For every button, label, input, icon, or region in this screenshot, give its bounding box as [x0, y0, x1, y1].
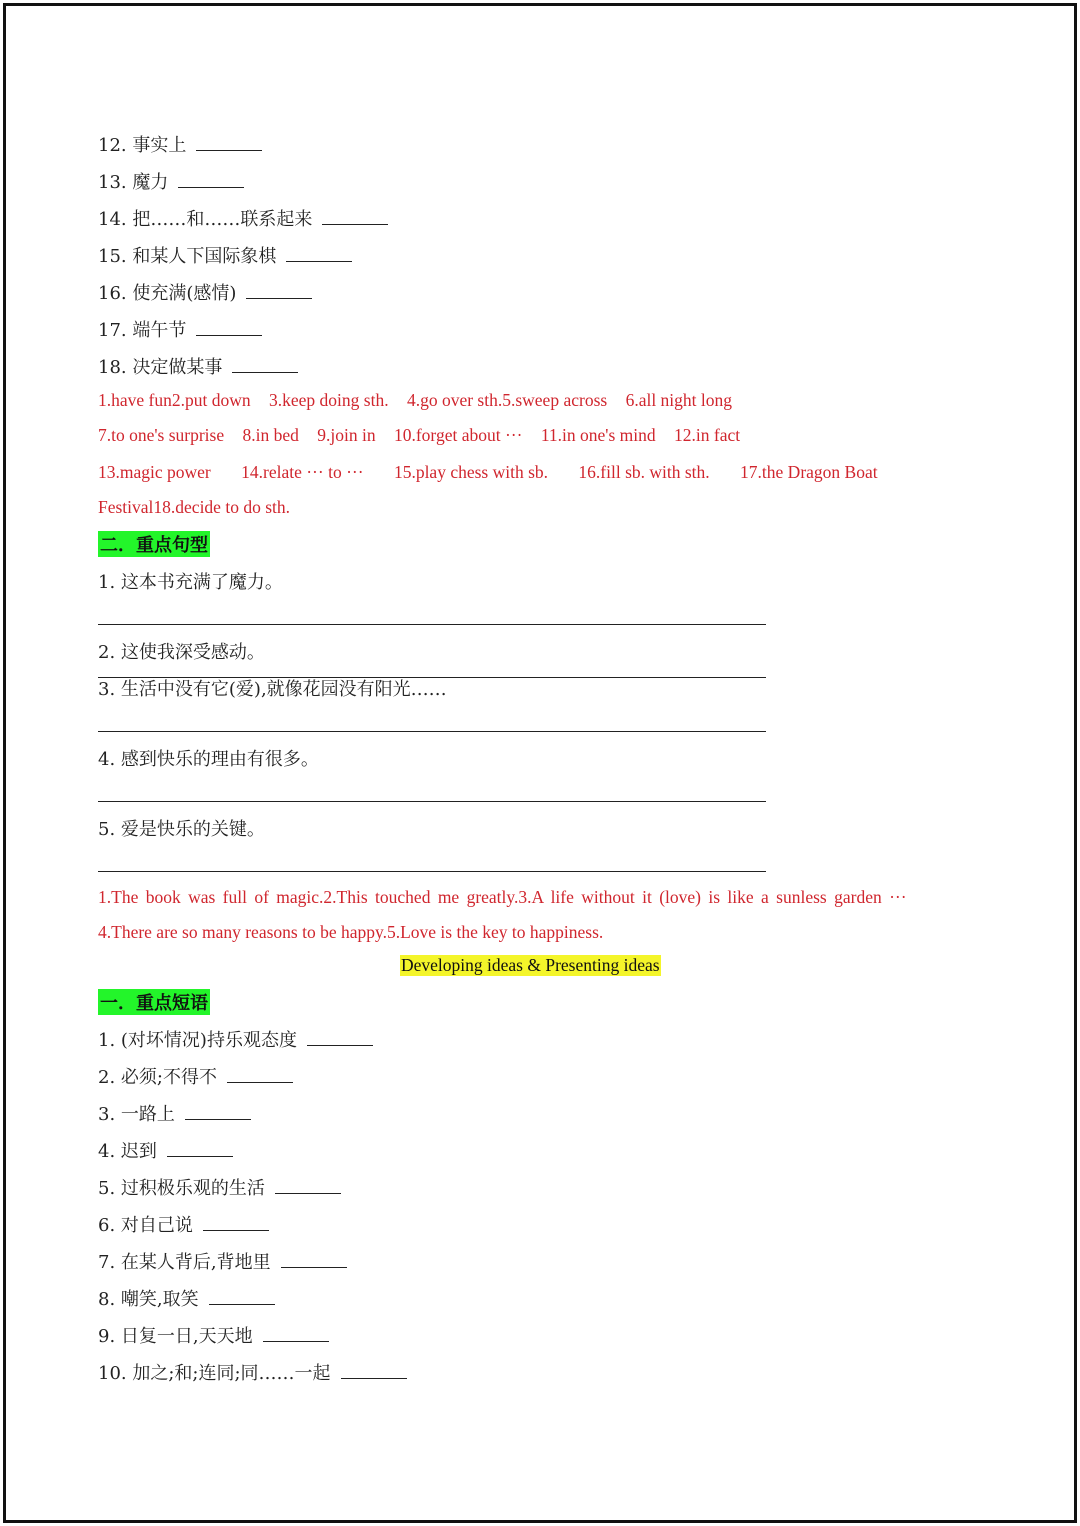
- answer-text: 12.in fact: [674, 425, 741, 445]
- phrase-text: 10. 加之;和;连同;同……一起: [98, 1363, 331, 1384]
- answer-key-line: 4.There are so many reasons to be happy.5.Love is the key to happiness.: [98, 922, 604, 942]
- phrase-text: 14. 把……和……联系起来: [98, 209, 313, 230]
- phrase-text: 2. 必须;不得不: [98, 1067, 217, 1088]
- section-heading-sentences: 二．重点句型: [98, 531, 210, 557]
- sentence-item: 3. 生活中没有它(爱),就像花园没有阳光……: [98, 679, 447, 700]
- answer-text: 1.have fun2.put down: [98, 390, 251, 410]
- phrase-item: [98, 353, 298, 379]
- phrase-item: [98, 1026, 373, 1052]
- answer-text: 10.forget about ···: [393, 425, 523, 445]
- answer-blank[interactable]: [196, 138, 262, 151]
- phrase-text: 5. 过积极乐观的生活: [98, 1178, 265, 1199]
- section-title: Developing ideas & Presenting ideas: [401, 955, 660, 975]
- answer-blank[interactable]: [307, 1033, 373, 1046]
- answer-blank[interactable]: [196, 323, 262, 336]
- phrase-text: 6. 对自己说: [98, 1215, 193, 1236]
- answer-text: 17.the Dragon Boat: [740, 462, 878, 482]
- phrase-text: 15. 和某人下国际象棋: [98, 246, 277, 267]
- phrase-text: 12. 事实上: [98, 135, 187, 156]
- answer-text: 13.magic power: [98, 462, 211, 482]
- answer-blank[interactable]: [227, 1070, 293, 1083]
- answer-line[interactable]: [98, 624, 766, 625]
- answer-text: 7.to one's surprise: [98, 425, 225, 445]
- phrase-item: [98, 1211, 269, 1237]
- phrase-text: 13. 魔力: [98, 172, 169, 193]
- answer-blank[interactable]: [185, 1107, 251, 1120]
- answer-text: 6.all night long: [625, 390, 733, 410]
- answer-text: 14.relate ··· to ···: [241, 462, 364, 482]
- answer-blank[interactable]: [263, 1329, 329, 1342]
- answer-blank[interactable]: [275, 1181, 341, 1194]
- sentence-item: 5. 爱是快乐的关键。: [98, 819, 265, 840]
- phrase-text: 7. 在某人背后,背地里: [98, 1252, 271, 1273]
- sentence-item: 2. 这使我深受感动。: [98, 642, 265, 663]
- phrase-text: 16. 使充满(感情): [98, 283, 237, 304]
- sentence-item: 4. 感到快乐的理由有很多。: [98, 749, 319, 770]
- phrase-item: [98, 205, 388, 231]
- phrase-item: [98, 279, 312, 305]
- answer-key-line: [98, 497, 290, 518]
- answer-blank[interactable]: [232, 360, 298, 373]
- phrase-text: 1. (对坏情况)持乐观态度: [98, 1030, 297, 1051]
- answer-blank[interactable]: [286, 249, 352, 262]
- sentence-item: 1. 这本书充满了魔力。: [98, 572, 283, 593]
- phrase-text: 17. 端午节: [98, 320, 187, 341]
- answer-text: 3.keep doing sth.: [269, 390, 389, 410]
- phrase-item: [98, 1174, 341, 1200]
- answer-text: 11.in one's mind: [540, 425, 656, 445]
- phrase-item: [98, 242, 352, 268]
- phrase-item: [98, 1063, 293, 1089]
- answer-text: 9.join in: [317, 425, 376, 445]
- phrase-item: [98, 1285, 275, 1311]
- section-heading-phrases: 一．重点短语: [98, 989, 210, 1015]
- answer-blank[interactable]: [281, 1255, 347, 1268]
- answer-line[interactable]: [98, 801, 766, 802]
- phrase-item: [98, 1322, 329, 1348]
- phrase-item: [98, 168, 244, 194]
- phrase-item: [98, 1248, 347, 1274]
- answer-key-line: 1.The book was full of magic.2.This touched me greatly.3.A life without it (love) is like a sunless garden ···: [98, 887, 907, 907]
- answer-key-line: [98, 462, 878, 483]
- answer-text: Festival18.decide to do sth.: [98, 497, 290, 517]
- answer-blank[interactable]: [209, 1292, 275, 1305]
- answer-blank[interactable]: [246, 286, 312, 299]
- answer-key-line: [98, 425, 740, 446]
- phrase-text: 8. 嘲笑,取笑: [98, 1289, 199, 1310]
- answer-blank[interactable]: [341, 1366, 407, 1379]
- answer-text: 15.play chess with sb.: [393, 462, 549, 482]
- answer-blank[interactable]: [167, 1144, 233, 1157]
- phrase-text: 18. 决定做某事: [98, 357, 223, 378]
- phrase-item: [98, 316, 262, 342]
- phrase-item: [98, 1359, 407, 1385]
- phrase-text: 9. 日复一日,天天地: [98, 1326, 253, 1347]
- phrase-item: [98, 131, 262, 157]
- phrase-text: 4. 迟到: [98, 1141, 157, 1162]
- answer-text: 16.fill sb. with sth.: [578, 462, 710, 482]
- answer-blank[interactable]: [178, 175, 244, 188]
- answer-blank[interactable]: [203, 1218, 269, 1231]
- answer-line[interactable]: [98, 731, 766, 732]
- answer-text: 4.go over sth.5.sweep across: [406, 390, 608, 410]
- phrase-text: 3. 一路上: [98, 1104, 175, 1125]
- answer-blank[interactable]: [322, 212, 388, 225]
- answer-text: 8.in bed: [242, 425, 299, 445]
- phrase-item: [98, 1137, 233, 1163]
- answer-line[interactable]: [98, 871, 766, 872]
- phrase-item: [98, 1100, 251, 1126]
- answer-key-line: [98, 390, 732, 411]
